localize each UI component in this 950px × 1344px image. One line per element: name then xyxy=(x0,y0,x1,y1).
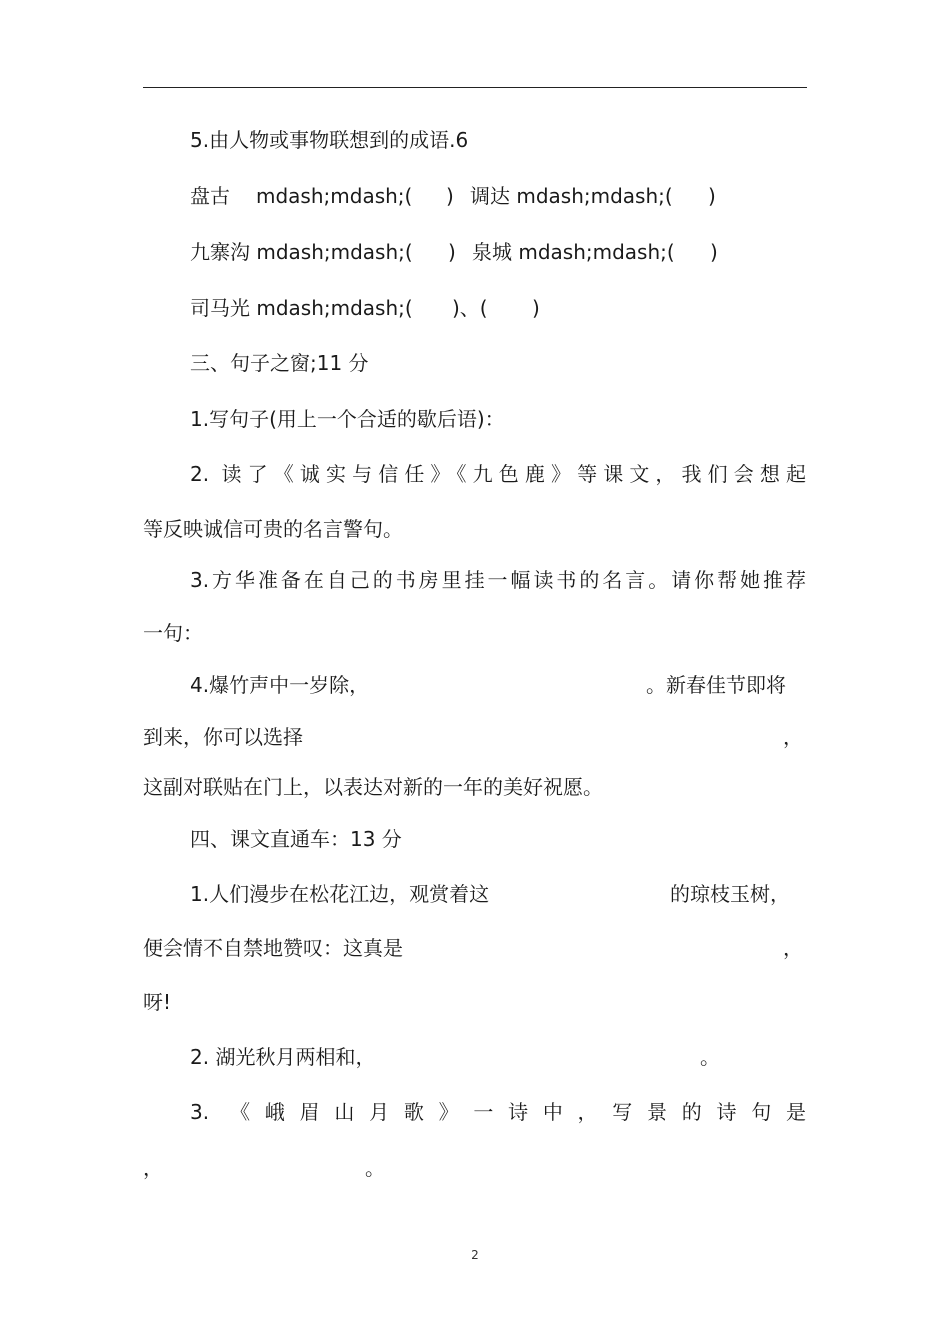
question-3-2-cont: 等反映诚信可贵的名言警句。 xyxy=(143,517,403,541)
q34-part-a: 4.爆竹声中一岁除， xyxy=(190,673,370,697)
question-3-4-cont xyxy=(143,723,807,751)
question-4-1-cont2: 呀! xyxy=(143,990,172,1014)
idiom-item-simaguang: 司马光 mdash;mdash;( xyxy=(190,296,413,320)
idiom-row-3 xyxy=(190,294,810,322)
idiom-item-tiaoda: 调达 mdash;mdash;( xyxy=(470,184,673,208)
q43-cont-a: ， xyxy=(143,1156,163,1180)
idiom-close-paren: ) xyxy=(532,296,540,320)
question-3-3: 3.方华准备在自己的书房里挂一幅读书的名言。请你帮她推荐 xyxy=(190,568,806,592)
idiom-close-paren: ) xyxy=(710,240,718,264)
q41-part-b: 的琼枝玉树， xyxy=(670,882,790,906)
page-number: 2 xyxy=(471,1248,479,1262)
idiom-close-paren: ) xyxy=(448,240,456,264)
section-four-heading: 四、课文直通车：13 分 xyxy=(190,827,402,851)
question-4-3-cont xyxy=(143,1154,807,1182)
question-3-3-cont: 一句： xyxy=(143,621,203,645)
idiom-row-1 xyxy=(190,182,810,210)
q43-cont-b: 。 xyxy=(365,1156,385,1180)
question-4-3: 3. 《峨眉山月歌》一诗中，写景的诗句是 xyxy=(190,1100,806,1124)
idiom-close-paren: ) xyxy=(446,184,454,208)
question-4-1 xyxy=(190,880,810,908)
question-3-4-cont2: 这副对联贴在门上，以表达对新的一年的美好祝愿。 xyxy=(143,775,603,799)
q41-cont-b: ， xyxy=(783,936,803,960)
q42-part-b: 。 xyxy=(700,1045,720,1069)
section-three-heading: 三、句子之窗;11 分 xyxy=(190,351,369,375)
idiom-item-quancheng: 泉城 mdash;mdash;( xyxy=(472,240,675,264)
question-4-2 xyxy=(190,1043,810,1071)
header-rule xyxy=(143,87,807,88)
idiom-item-jiuzhaigou: 九寨沟 mdash;mdash;( xyxy=(190,240,413,264)
idiom-paren-pair: )、( xyxy=(452,296,488,320)
idiom-item-pangu: 盘古 xyxy=(190,184,230,208)
question-3-4 xyxy=(190,671,810,699)
q42-part-a: 2. 湖光秋月两相和， xyxy=(190,1045,376,1069)
idiom-dash: mdash;mdash;( xyxy=(256,184,413,208)
idiom-close-paren: ) xyxy=(708,184,716,208)
q34-cont-a: 到来，你可以选择 xyxy=(143,725,303,749)
q34-cont-b: ， xyxy=(783,725,803,749)
question-4-1-cont xyxy=(143,934,807,962)
question-3-2: 2. 读了《诚实与信任》《九色鹿》等课文，我们会想起 xyxy=(190,462,806,486)
question-3-1: 1.写句子(用上一个合适的歇后语)： xyxy=(190,407,505,431)
q34-part-b: 。新春佳节即将 xyxy=(646,673,786,697)
idiom-question-heading: 5.由人物或事物联想到的成语.6 xyxy=(190,128,469,152)
idiom-row-2 xyxy=(190,238,810,266)
q41-part-a: 1.人们漫步在松花江边，观赏着这 xyxy=(190,882,490,906)
q41-cont-a: 便会情不自禁地赞叹：这真是 xyxy=(143,936,403,960)
